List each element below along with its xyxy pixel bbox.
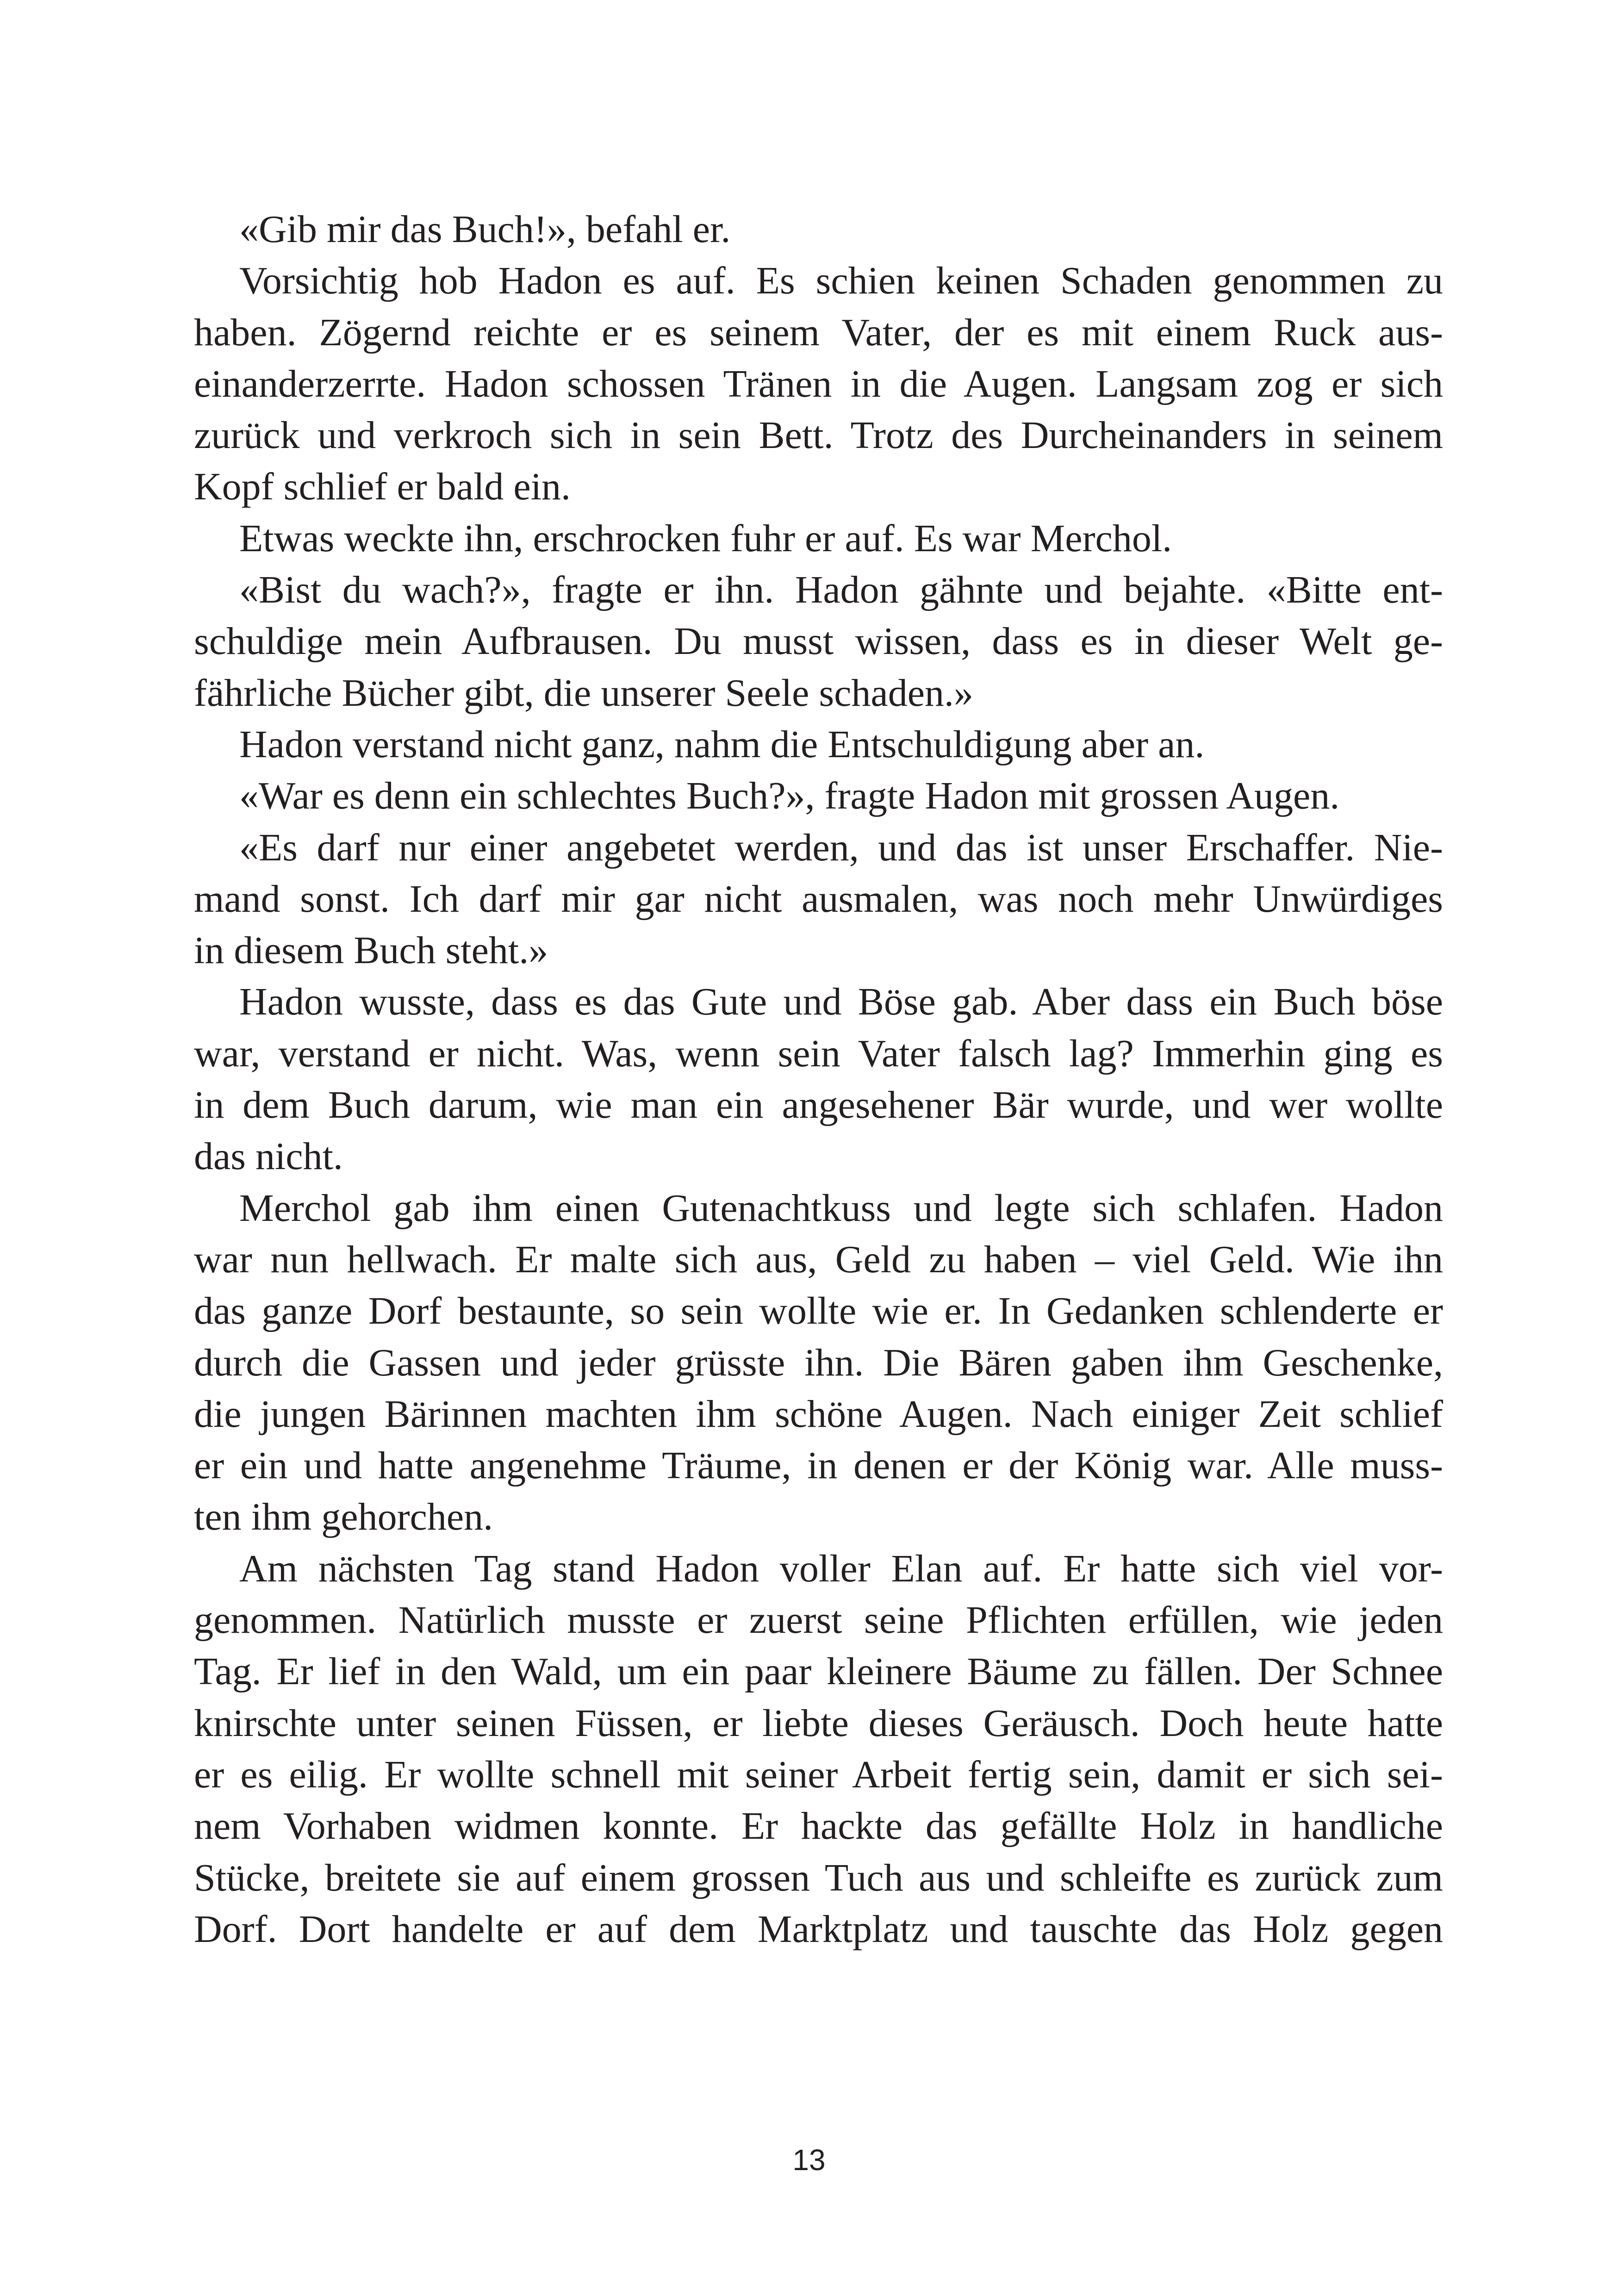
- paragraph: [194, 255, 1443, 512]
- text-line: «Bist du wach?», fragte er ihn. Hadon gähnte und bejahte. «Bitte ent-: [239, 568, 1443, 612]
- text-line: Stücke, breitete sie auf einem grossen Tuch aus und schleifte es zurück zum: [194, 1856, 1443, 1899]
- page-number: 13: [792, 2143, 826, 2177]
- paragraph: [194, 719, 1443, 770]
- paragraph: [194, 976, 1443, 1182]
- text-line: «Gib mir das Buch!», befahl er.: [239, 208, 731, 251]
- paragraph: [194, 822, 1443, 977]
- text-line: ten ihm gehorchen.: [194, 1495, 493, 1539]
- text-line: das ganze Dorf bestaunte, so sein wollte wie er. In Gedanken schlenderte er: [194, 1289, 1443, 1333]
- text-line: genommen. Natürlich musste er zuerst seine Pflichten erfüllen, wie jeden: [194, 1599, 1443, 1642]
- text-line: Tag. Er lief in den Wald, um ein paar kleinere Bäume zu fällen. Der Schnee: [194, 1650, 1443, 1693]
- paragraph: [194, 513, 1443, 564]
- text-line: Kopf schlief er bald ein.: [194, 465, 571, 509]
- text-line: zurück und verkroch sich in sein Bett. Trotz des Durcheinanders in seinem: [194, 414, 1443, 457]
- text-line: «Es darf nur einer angebetet werden, und das ist unser Erschaffer. Nie-: [239, 826, 1443, 869]
- paragraph: [194, 204, 1443, 255]
- text-line: war nun hellwach. Er malte sich aus, Geld zu haben – viel Geld. Wie ihn: [194, 1238, 1443, 1281]
- text-line: in diesem Buch steht.»: [194, 929, 548, 972]
- text-line: Dorf. Dort handelte er auf dem Marktplatz und tauschte das Holz gegen: [194, 1907, 1443, 1951]
- text-line: schuldige mein Aufbrausen. Du musst wissen, dass es in dieser Welt ge-: [194, 620, 1443, 663]
- text-line: durch die Gassen und jeder grüsste ihn. Die Bären gaben ihm Geschenke,: [194, 1341, 1443, 1384]
- text-line: Vorsichtig hob Hadon es auf. Es schien keinen Schaden genommen zu: [239, 259, 1443, 303]
- text-line: einanderzerrte. Hadon schossen Tränen in die Augen. Langsam zog er sich: [194, 362, 1443, 405]
- text-line: mand sonst. Ich darf mir gar nicht ausmalen, was noch mehr Unwürdiges: [194, 877, 1443, 921]
- text-line: er es eilig. Er wollte schnell mit seiner Arbeit fertig sein, damit er sich sei-: [194, 1753, 1443, 1796]
- text-line: Hadon verstand nicht ganz, nahm die Entschuldigung aber an.: [239, 722, 1205, 766]
- paragraph: [194, 564, 1443, 719]
- paragraph: [194, 1182, 1443, 1543]
- text-line: in dem Buch darum, wie man ein angesehener Bär wurde, und wer wollte: [194, 1083, 1443, 1127]
- text-line: nem Vorhaben widmen konnte. Er hackte das gefällte Holz in handliche: [194, 1804, 1443, 1848]
- text-line: das nicht.: [194, 1135, 343, 1178]
- paragraph: [194, 770, 1443, 821]
- body-text: [194, 204, 1443, 1955]
- text-line: haben. Zögernd reichte er es seinem Vater, der es mit einem Ruck aus-: [194, 311, 1443, 354]
- text-line: Merchol gab ihm einen Gutenachtkuss und legte sich schlafen. Hadon: [239, 1186, 1443, 1230]
- text-line: «War es denn ein schlechtes Buch?», fragte Hadon mit grossen Augen.: [239, 774, 1340, 818]
- paragraph: [194, 1543, 1443, 1955]
- text-line: war, verstand er nicht. Was, wenn sein Vater falsch lag? Immerhin ging es: [194, 1032, 1443, 1075]
- text-line: Am nächsten Tag stand Hadon voller Elan auf. Er hatte sich viel vor-: [239, 1547, 1443, 1590]
- text-line: knirschte unter seinen Füssen, er liebte dieses Geräusch. Doch heute hatte: [194, 1701, 1443, 1745]
- text-line: Hadon wusste, dass es das Gute und Böse gab. Aber dass ein Buch böse: [239, 980, 1443, 1024]
- text-line: Etwas weckte ihn, erschrocken fuhr er auf. Es war Merchol.: [239, 516, 1172, 560]
- text-line: die jungen Bärinnen machten ihm schöne Augen. Nach einiger Zeit schlief: [194, 1392, 1443, 1436]
- text-line: er ein und hatte angenehme Träume, in denen er der König war. Alle muss-: [194, 1444, 1443, 1487]
- text-line: fährliche Bücher gibt, die unserer Seele schaden.»: [194, 671, 973, 715]
